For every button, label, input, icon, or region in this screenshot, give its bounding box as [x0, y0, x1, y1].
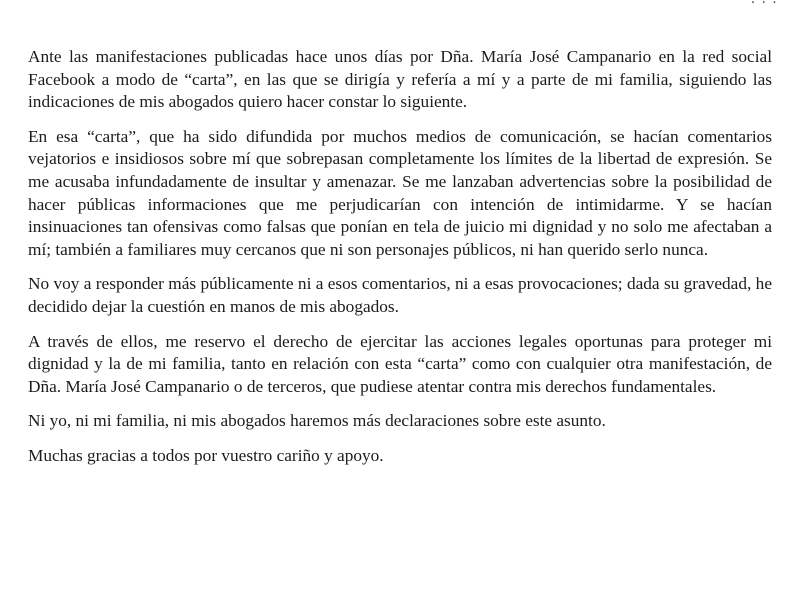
paragraph-carta-description: En esa “carta”, que ha sido difundida por muchos medios de comunicación, se hacían comentarios vejatorios e insidiosos sobre mí que sobrepasan completamente los límites de la libertad de expresión. Se me acusaba infundadamente de insultar y amenazar. Se me lanzaban advertencias sobre la posibilidad de hacer públicas informaciones que me perjudicarían con intención de intimidarme. Y se hacían insinuaciones tan ofensivas como falsas que ponían en tela de juicio mi dignidad y no solo me afectaban a mí; también a familiares muy cercanos que ni son personajes públicos, ni han querido serlo nunca. [28, 126, 772, 259]
header-fragment: · · · [750, 0, 778, 11]
paragraph-intro: Ante las manifestaciones publicadas hace unos días por Dña. María José Campanario en la red social Facebook a modo de “carta”, en las que se dirigía y refería a mí y a parte de mi familia, siguiendo las indicaciones de mis abogados quiero hacer constar lo siguiente. [28, 47, 772, 112]
paragraph-legal-actions: A través de ellos, me reservo el derecho de ejercitar las acciones legales oportunas para proteger mi dignidad y la de mi familia, tanto en relación con esta “carta” como con cualquier otra manifestación, de Dña. María José Campanario o de terceros, que pudiese atentar contra mis derechos fundamentales. [28, 331, 772, 396]
paragraph-no-response: No voy a responder más públicamente ni a esos comentarios, ni a esas provocaciones; dada su gravedad, he decidido dejar la cuestión en manos de mis abogados. [28, 274, 772, 316]
paragraph-thanks: Muchas gracias a todos por vuestro cariño y apoyo. [28, 445, 384, 465]
paragraph-no-more-statements: Ni yo, ni mi familia, ni mis abogados haremos más declaraciones sobre este asunto. [28, 411, 606, 431]
